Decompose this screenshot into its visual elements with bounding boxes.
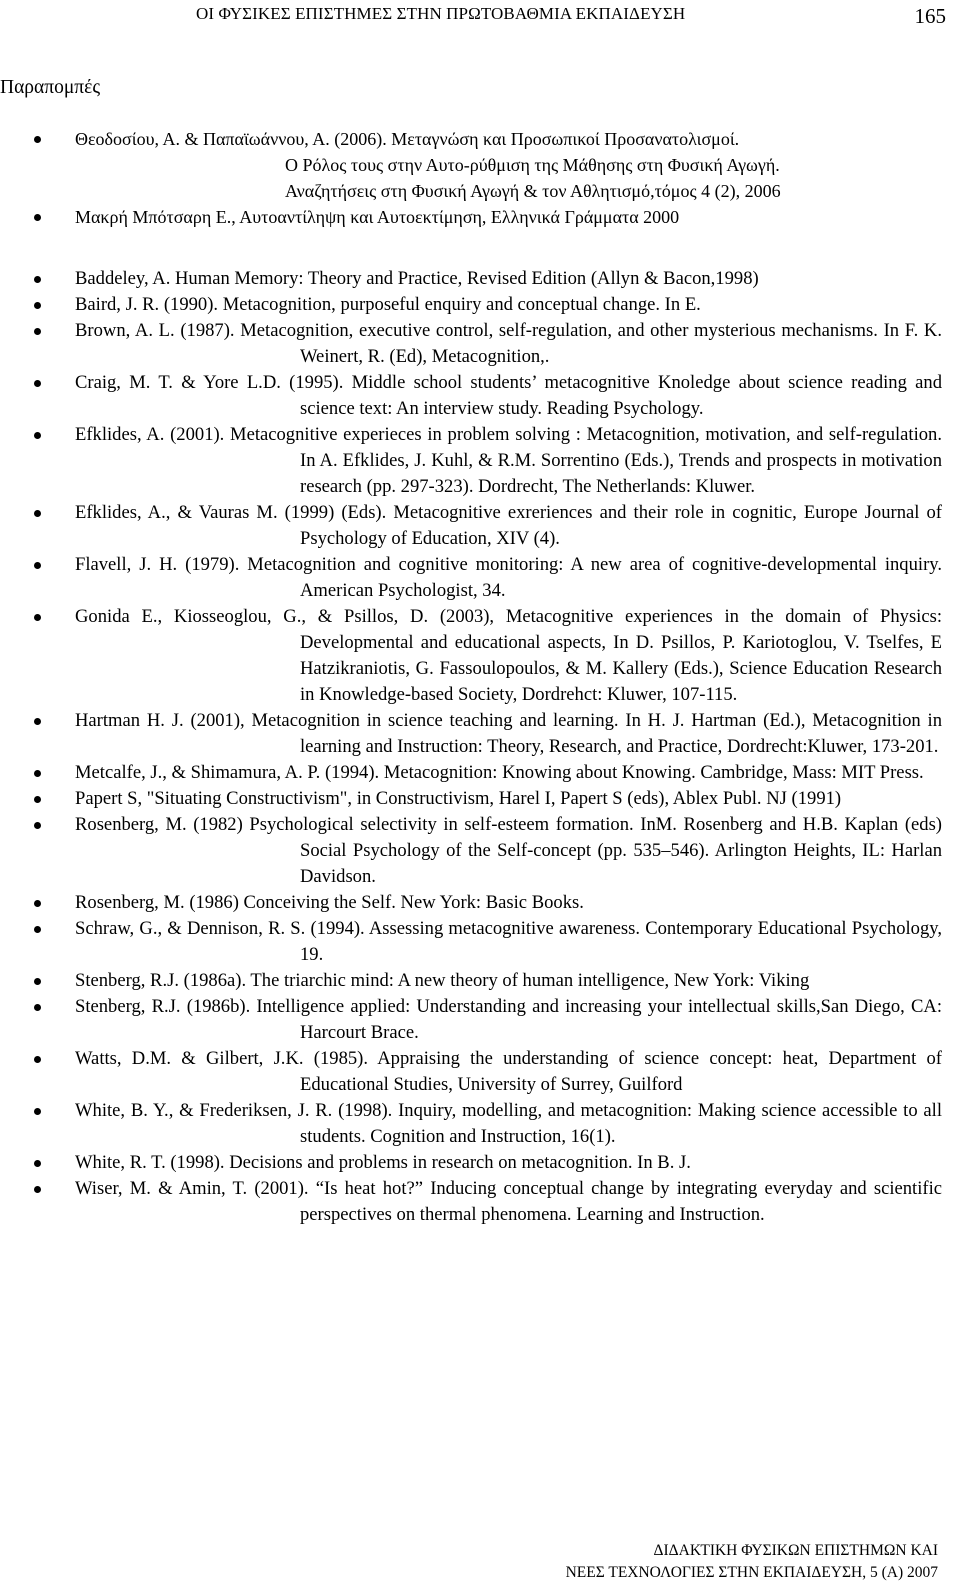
reference-item xyxy=(0,318,960,370)
reference-list xyxy=(0,126,960,241)
reference-text: Stenberg, R.J. (1986b). Intelligence applied: Understanding and increasing your intellectual skills,San Diego, CA: Harcourt Brace. xyxy=(75,996,942,1043)
reference-item xyxy=(0,1150,960,1176)
reference-item xyxy=(0,812,960,890)
reference-item xyxy=(0,604,960,708)
bullet-icon xyxy=(34,614,41,621)
reference-item xyxy=(0,500,960,552)
reference-item xyxy=(0,552,960,604)
reference-text: Rosenberg, M. (1986) Conceiving the Self. New York: Basic Books. xyxy=(75,892,584,913)
bullet-icon xyxy=(34,562,41,569)
reference-item xyxy=(0,266,960,292)
bullet-icon xyxy=(34,1056,41,1063)
bullet-icon xyxy=(34,214,41,221)
spacer xyxy=(0,230,960,241)
reference-text: Wiser, M. & Amin, T. (2001). “Is heat hot?” Inducing conceptual change by integrating everyday and scientific perspectives on thermal phenomena. Learning and Instruction. xyxy=(75,1178,942,1225)
reference-item xyxy=(0,786,960,812)
reference-item xyxy=(0,760,960,786)
reference-text: Flavell, J. H. (1979). Metacognition and cognitive monitoring: A new area of cognitive-developmental inquiry. American Psychologist, 34. xyxy=(75,554,942,601)
reference-text xyxy=(75,126,945,204)
bullet-icon xyxy=(34,510,41,517)
bullet-icon xyxy=(34,1004,41,1011)
bullet-icon xyxy=(34,770,41,777)
reference-text: Papert S, "Situating Constructivism", in Constructivism, Harel I, Papert S (eds), Ablex Publ. NJ (1991) xyxy=(75,788,842,809)
reference-item xyxy=(0,370,960,422)
reference-text xyxy=(75,204,945,230)
reference-text: Baddeley, A. Human Memory: Theory and Practice, Revised Edition (Allyn & Bacon,1998) xyxy=(75,268,759,289)
bullet-icon xyxy=(34,432,41,439)
reference-line: Ο Ρόλος τους στην Αυτο-ρύθμιση της Μάθησης στη Φυσική Αγωγή. xyxy=(285,155,780,175)
reference-item xyxy=(0,422,960,500)
reference-text: Gonida E., Kiosseoglou, G., & Psillos, D. (2003), Metacognitive experiences in the domain of Physics: Developmental and educational aspects, In D. Psillos, P. Kariotoglou, V. Tselfes, E Hatzikraniotis, G. Fassoulopoulos, & M. Kallery (Eds.), Science Education Research in Knowledge-based Society, Dordrehct: Kluwer, 107-115. xyxy=(75,606,942,705)
section-title: Παραπομπές xyxy=(0,77,101,98)
reference-line: Μακρή Μπότσαρη Ε., Αυτοαντίληψη και Αυτοεκτίμηση, Ελληνικά Γράμματα 2000 xyxy=(75,207,680,227)
bullet-icon xyxy=(34,380,41,387)
reference-text: Baird, J. R. (1990). Metacognition, purposeful enquiry and conceptual change. In E. xyxy=(75,294,701,315)
reference-item xyxy=(0,968,960,994)
page-number: 165 xyxy=(914,4,946,28)
reference-item xyxy=(0,1098,960,1150)
bullet-icon xyxy=(34,796,41,803)
reference-item xyxy=(0,204,960,230)
reference-item xyxy=(0,292,960,318)
reference-text: Efklides, A., & Vauras M. (1999) (Eds). Metacognitive exreriences and their role in cognitic, Europe Journal of Psychology of Education, XIV (4). xyxy=(75,502,942,549)
reference-text: Brown, A. L. (1987). Metacognition, executive control, self-regulation, and other mysterious mechanisms. In F. K. Weinert, R. (Ed), Metacognition,. xyxy=(75,320,942,367)
bullet-icon xyxy=(34,718,41,725)
reference-line: Θεοδοσίου, Α. & Παπαϊωάννου, Α. (2006). Μεταγνώση και Προσωπικοί Προσανατολισμοί. xyxy=(75,129,740,149)
reference-text: Stenberg, R.J. (1986a). The triarchic mind: A new theory of human intelligence, New York: Viking xyxy=(75,970,810,991)
reference-text: Schraw, G., & Dennison, R. S. (1994). Assessing metacognitive awareness. Contemporary Educational Psychology, 19. xyxy=(75,918,942,965)
reference-text: Rosenberg, M. (1982) Psychological selectivity in self-esteem formation. InM. Rosenberg and H.B. Kaplan (eds) Social Psychology of the Self-concept (pp. 535–546). Arlington Heights, IL: Harlan Davidson. xyxy=(75,814,942,887)
reference-text: Metcalfe, J., & Shimamura, A. P. (1994). Metacognition: Knowing about Knowing. Cambridge, Mass: MIT Press. xyxy=(75,762,924,783)
reference-item xyxy=(0,916,960,968)
reference-item xyxy=(0,994,960,1046)
bullet-icon xyxy=(34,136,41,143)
bullet-icon xyxy=(34,302,41,309)
reference-text: Hartman H. J. (2001), Metacognition in science teaching and learning. In H. J. Hartman (Ed.), Metacognition in learning and Instruction: Theory, Research, and Practice, Dordrecht:Kluwer, 173-201. xyxy=(75,710,942,757)
bullet-icon xyxy=(34,276,41,283)
footer-line: ΝΕΕΣ ΤΕΧΝΟΛΟΓΙΕΣ ΣΤΗΝ ΕΚΠΑΙΔΕΥΣΗ, 5 (Α) 2007 xyxy=(565,1564,938,1581)
reference-text: Watts, D.M. & Gilbert, J.K. (1985). Appraising the understanding of science concept: heat, Department of Educational Studies, University of Surrey, Guilford xyxy=(75,1048,942,1095)
bullet-icon xyxy=(34,822,41,829)
reference-line: Αναζητήσεις στη Φυσική Αγωγή & τον Αθλητισμό,τόμος 4 (2), 2006 xyxy=(285,181,781,201)
reference-item xyxy=(0,708,960,760)
reference-item xyxy=(0,1176,960,1228)
reference-item xyxy=(0,890,960,916)
bullet-icon xyxy=(34,1108,41,1115)
reference-list-english xyxy=(0,266,960,1228)
bullet-icon xyxy=(34,978,41,985)
reference-text: White, R. T. (1998). Decisions and problems in research on metacognition. In B. J. xyxy=(75,1152,691,1173)
running-header xyxy=(0,4,960,32)
reference-text: Efklides, A. (2001). Metacognitive experieces in problem solving : Metacognition, motivation, and self-regulation. In A. Efklides, J. Kuhl, & R.M. Sorrentino (Eds.), Trends and prospects in motivation research (pp. 297-323). Dordrecht, The Netherlands: Kluwer. xyxy=(75,424,942,497)
reference-item xyxy=(0,1046,960,1098)
reference-text: White, B. Y., & Frederiksen, J. R. (1998). Inquiry, modelling, and metacognition: Making science accessible to all students. Cognition and Instruction, 16(1). xyxy=(75,1100,942,1147)
running-footer xyxy=(566,1540,938,1584)
bullet-icon xyxy=(34,1160,41,1167)
footer-line: ΔΙΔΑΚΤΙΚΗ ΦΥΣΙΚΩΝ ΕΠΙΣΤΗΜΩΝ ΚΑΙ xyxy=(653,1542,938,1559)
reference-item xyxy=(0,126,960,204)
running-header-title: ΟΙ ΦΥΣΙΚΕΣ ΕΠΙΣΤΗΜΕΣ ΣΤΗΝ ΠΡΩΤΟΒΑΘΜΙΑ ΕΚΠΑΙΔΕΥΣΗ xyxy=(196,4,686,23)
reference-text: Craig, M. T. & Yore L.D. (1995). Middle school students’ metacognitive Knoledge about science reading and science text: An interview study. Reading Psychology. xyxy=(75,372,942,419)
bullet-icon xyxy=(34,1186,41,1193)
bullet-icon xyxy=(34,926,41,933)
bullet-icon xyxy=(34,328,41,335)
bullet-icon xyxy=(34,900,41,907)
